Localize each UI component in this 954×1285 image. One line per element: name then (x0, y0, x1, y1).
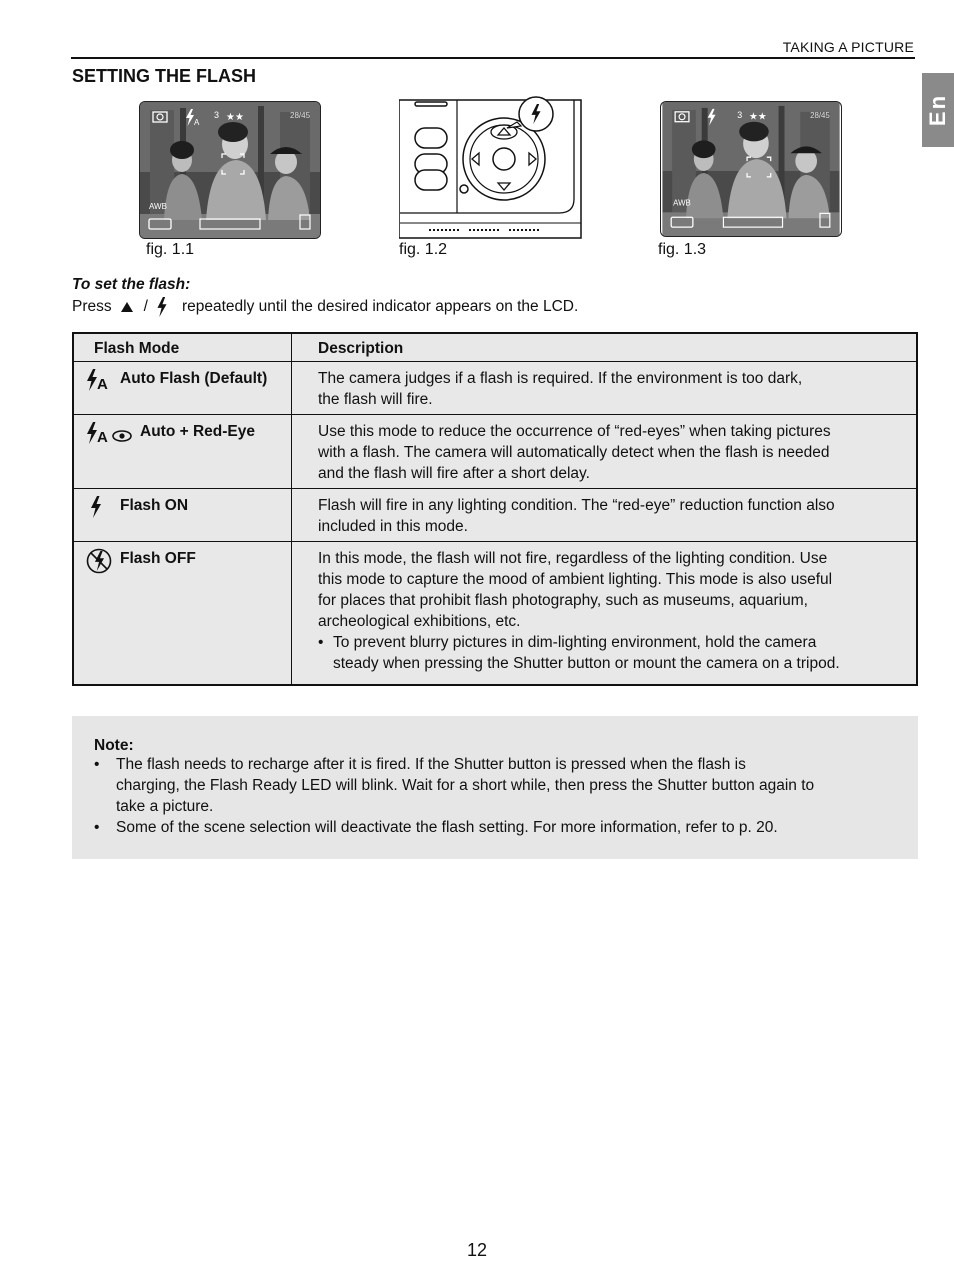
fig-1-3-caption: fig. 1.3 (658, 241, 707, 258)
flash-bolt-icon (156, 297, 168, 317)
press-label: Press (72, 298, 112, 315)
description-line: with a flash. The camera will automatically detect when the flash is needed (318, 444, 830, 461)
mode-label: Auto Flash (Default) (120, 370, 268, 387)
flash-on-icon (86, 495, 112, 519)
lcd-preview-image (661, 102, 841, 236)
flash-auto-red-eye-icon (86, 421, 132, 445)
description-cell (292, 489, 918, 542)
svg-text:A: A (194, 118, 200, 127)
page-number: 12 (466, 1240, 488, 1260)
white-balance-label: AWB (149, 202, 167, 211)
lcd-preview-image (140, 102, 320, 238)
mode-label: Auto + Red-Eye (140, 423, 255, 440)
lcd-screen (139, 101, 321, 239)
description-cell (292, 415, 918, 489)
table-row (73, 542, 917, 686)
bullet-mark: • (94, 756, 100, 773)
instructions-title: To set the flash: (72, 276, 191, 293)
note-list (94, 754, 894, 838)
bullet-mark: • (318, 634, 324, 651)
svg-text:3: 3 (214, 110, 220, 120)
note-item (94, 817, 894, 838)
column-header-flash-mode: Flash Mode (73, 333, 292, 362)
svg-text:★★: ★★ (749, 111, 767, 123)
note-line: Some of the scene selection will deactivate the flash setting. For more information, refer to p. 20. (116, 819, 778, 836)
description-line: Flash will fire in any lighting condition. The “red-eye” reduction function also (318, 497, 835, 514)
camera-back-diagram (399, 96, 583, 242)
mode-label: Flash ON (120, 497, 189, 514)
description-line: and the flash will fire after a short delay. (318, 465, 590, 482)
description-line: archeological exhibitions, etc. (318, 613, 521, 630)
fig-1-1-caption: fig. 1.1 (146, 241, 195, 258)
svg-text:A: A (97, 376, 108, 392)
flash-mode-table (72, 332, 918, 686)
note-line: take a picture. (116, 798, 214, 815)
language-tab-label: En (925, 93, 950, 127)
instructions-line (72, 297, 578, 317)
description-line: Use this mode to reduce the occurrence of “red-eyes” when taking pictures (318, 423, 831, 440)
note-line: The flash needs to recharge after it is fired. If the Shutter button is pressed when the flash is (116, 756, 746, 773)
svg-text:3: 3 (737, 109, 743, 120)
instructions-text: repeatedly until the desired indicator appears on the LCD. (181, 298, 579, 315)
figure-1-3 (660, 101, 842, 237)
header-section-label: TAKING A PICTURE (782, 39, 914, 55)
lcd-screen (660, 101, 842, 237)
note-box (72, 716, 918, 859)
slash-separator: / (143, 298, 148, 315)
description-line: the flash will fire. (318, 391, 433, 408)
figure-1-1 (139, 101, 321, 239)
shot-counter: 28/45 (810, 110, 830, 120)
header-rule (71, 57, 915, 59)
mode-cell (73, 415, 292, 489)
description-line: included in this mode. (318, 518, 468, 535)
description-line: for places that prohibit flash photography, such as museums, aquarium, (318, 592, 808, 609)
note-title: Note: (94, 737, 134, 754)
note-line: charging, the Flash Ready LED will blink. Wait for a short while, then press the Shutter button again to (116, 777, 815, 794)
white-balance-label: AWB (673, 198, 691, 208)
description-cell (292, 362, 918, 415)
language-tab (922, 73, 954, 147)
table-row (73, 362, 917, 415)
mode-cell (73, 542, 292, 686)
description-cell (292, 542, 918, 686)
mode-cell (73, 362, 292, 415)
svg-text:A: A (97, 429, 108, 445)
description-line: this mode to capture the mood of ambient lighting. This mode is also useful (318, 571, 833, 588)
fig-1-2-caption: fig. 1.2 (399, 241, 448, 258)
bullet-item (318, 632, 896, 674)
description-line: The camera judges if a flash is required. If the environment is too dark, (318, 370, 803, 387)
mode-label: Flash OFF (120, 550, 196, 567)
figure-1-2 (399, 96, 583, 247)
svg-text:★★: ★★ (226, 112, 244, 123)
table-header-row (73, 333, 917, 362)
bullet-mark: • (94, 819, 100, 836)
column-header-description: Description (292, 333, 918, 362)
up-triangle-icon (120, 301, 134, 313)
table-row (73, 415, 917, 489)
flash-auto-icon (86, 368, 112, 392)
bullet-line: To prevent blurry pictures in dim-lighting environment, hold the camera (333, 634, 817, 651)
mode-cell (73, 489, 292, 542)
flash-off-icon (86, 548, 112, 574)
note-item (94, 754, 894, 817)
shot-counter: 28/45 (290, 111, 311, 120)
section-title: SETTING THE FLASH (72, 66, 256, 86)
description-line: In this mode, the flash will not fire, regardless of the lighting condition. Use (318, 550, 828, 567)
bullet-line: steady when pressing the Shutter button or mount the camera on a tripod. (333, 655, 840, 672)
table-row (73, 489, 917, 542)
